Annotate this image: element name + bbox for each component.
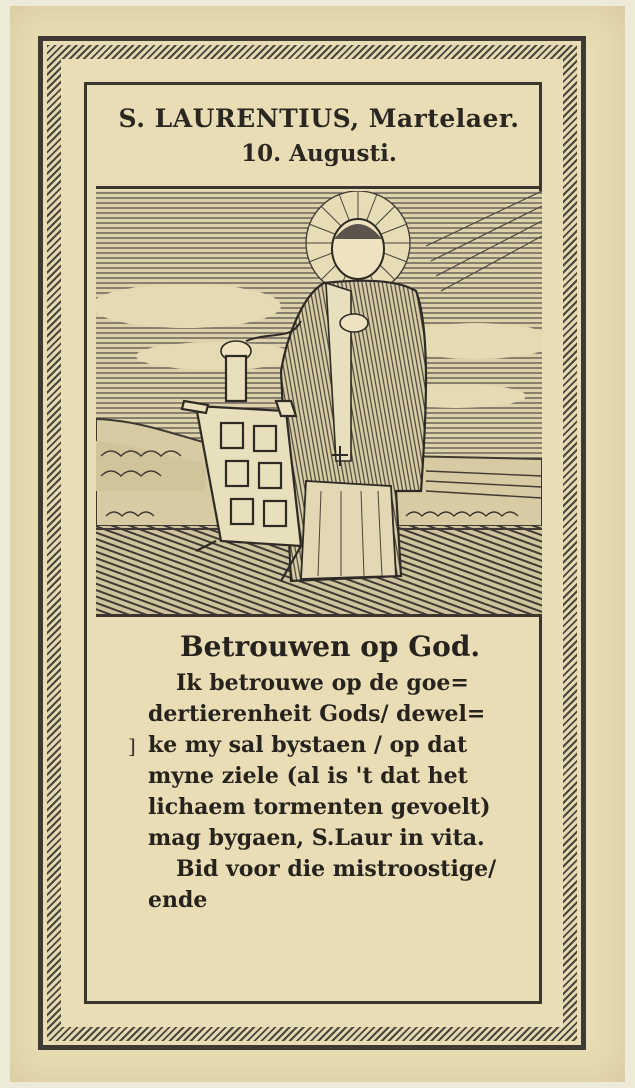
feast-date: 10. Augusti. (241, 140, 397, 167)
text-line: lichaem tormenten gevoelt) (148, 794, 491, 820)
text-line: dertierenheit Gods/ dewel= (148, 701, 486, 727)
text-line: ke my sal bystaen / op dat (148, 732, 468, 758)
margin-mark: ] (128, 734, 136, 758)
text-line: mag bygaen, S.Laur in vita. (148, 825, 485, 851)
woodcut-saint-icon (96, 191, 542, 615)
divider (96, 614, 542, 617)
motto-heading: Betrouwen op God. (180, 630, 481, 663)
text-line: Bid voor die mistroostige/ (176, 856, 497, 882)
prayer-text (148, 626, 533, 916)
divider (96, 186, 542, 189)
saint-title: S. LAURENTIUS, Martelaer. (118, 104, 520, 133)
text-line: myne ziele (al is 't dat het (148, 763, 468, 789)
text-line: Ik betrouwe op de goe= (176, 670, 469, 696)
title-block (96, 90, 542, 182)
text-line: ende (148, 887, 208, 913)
